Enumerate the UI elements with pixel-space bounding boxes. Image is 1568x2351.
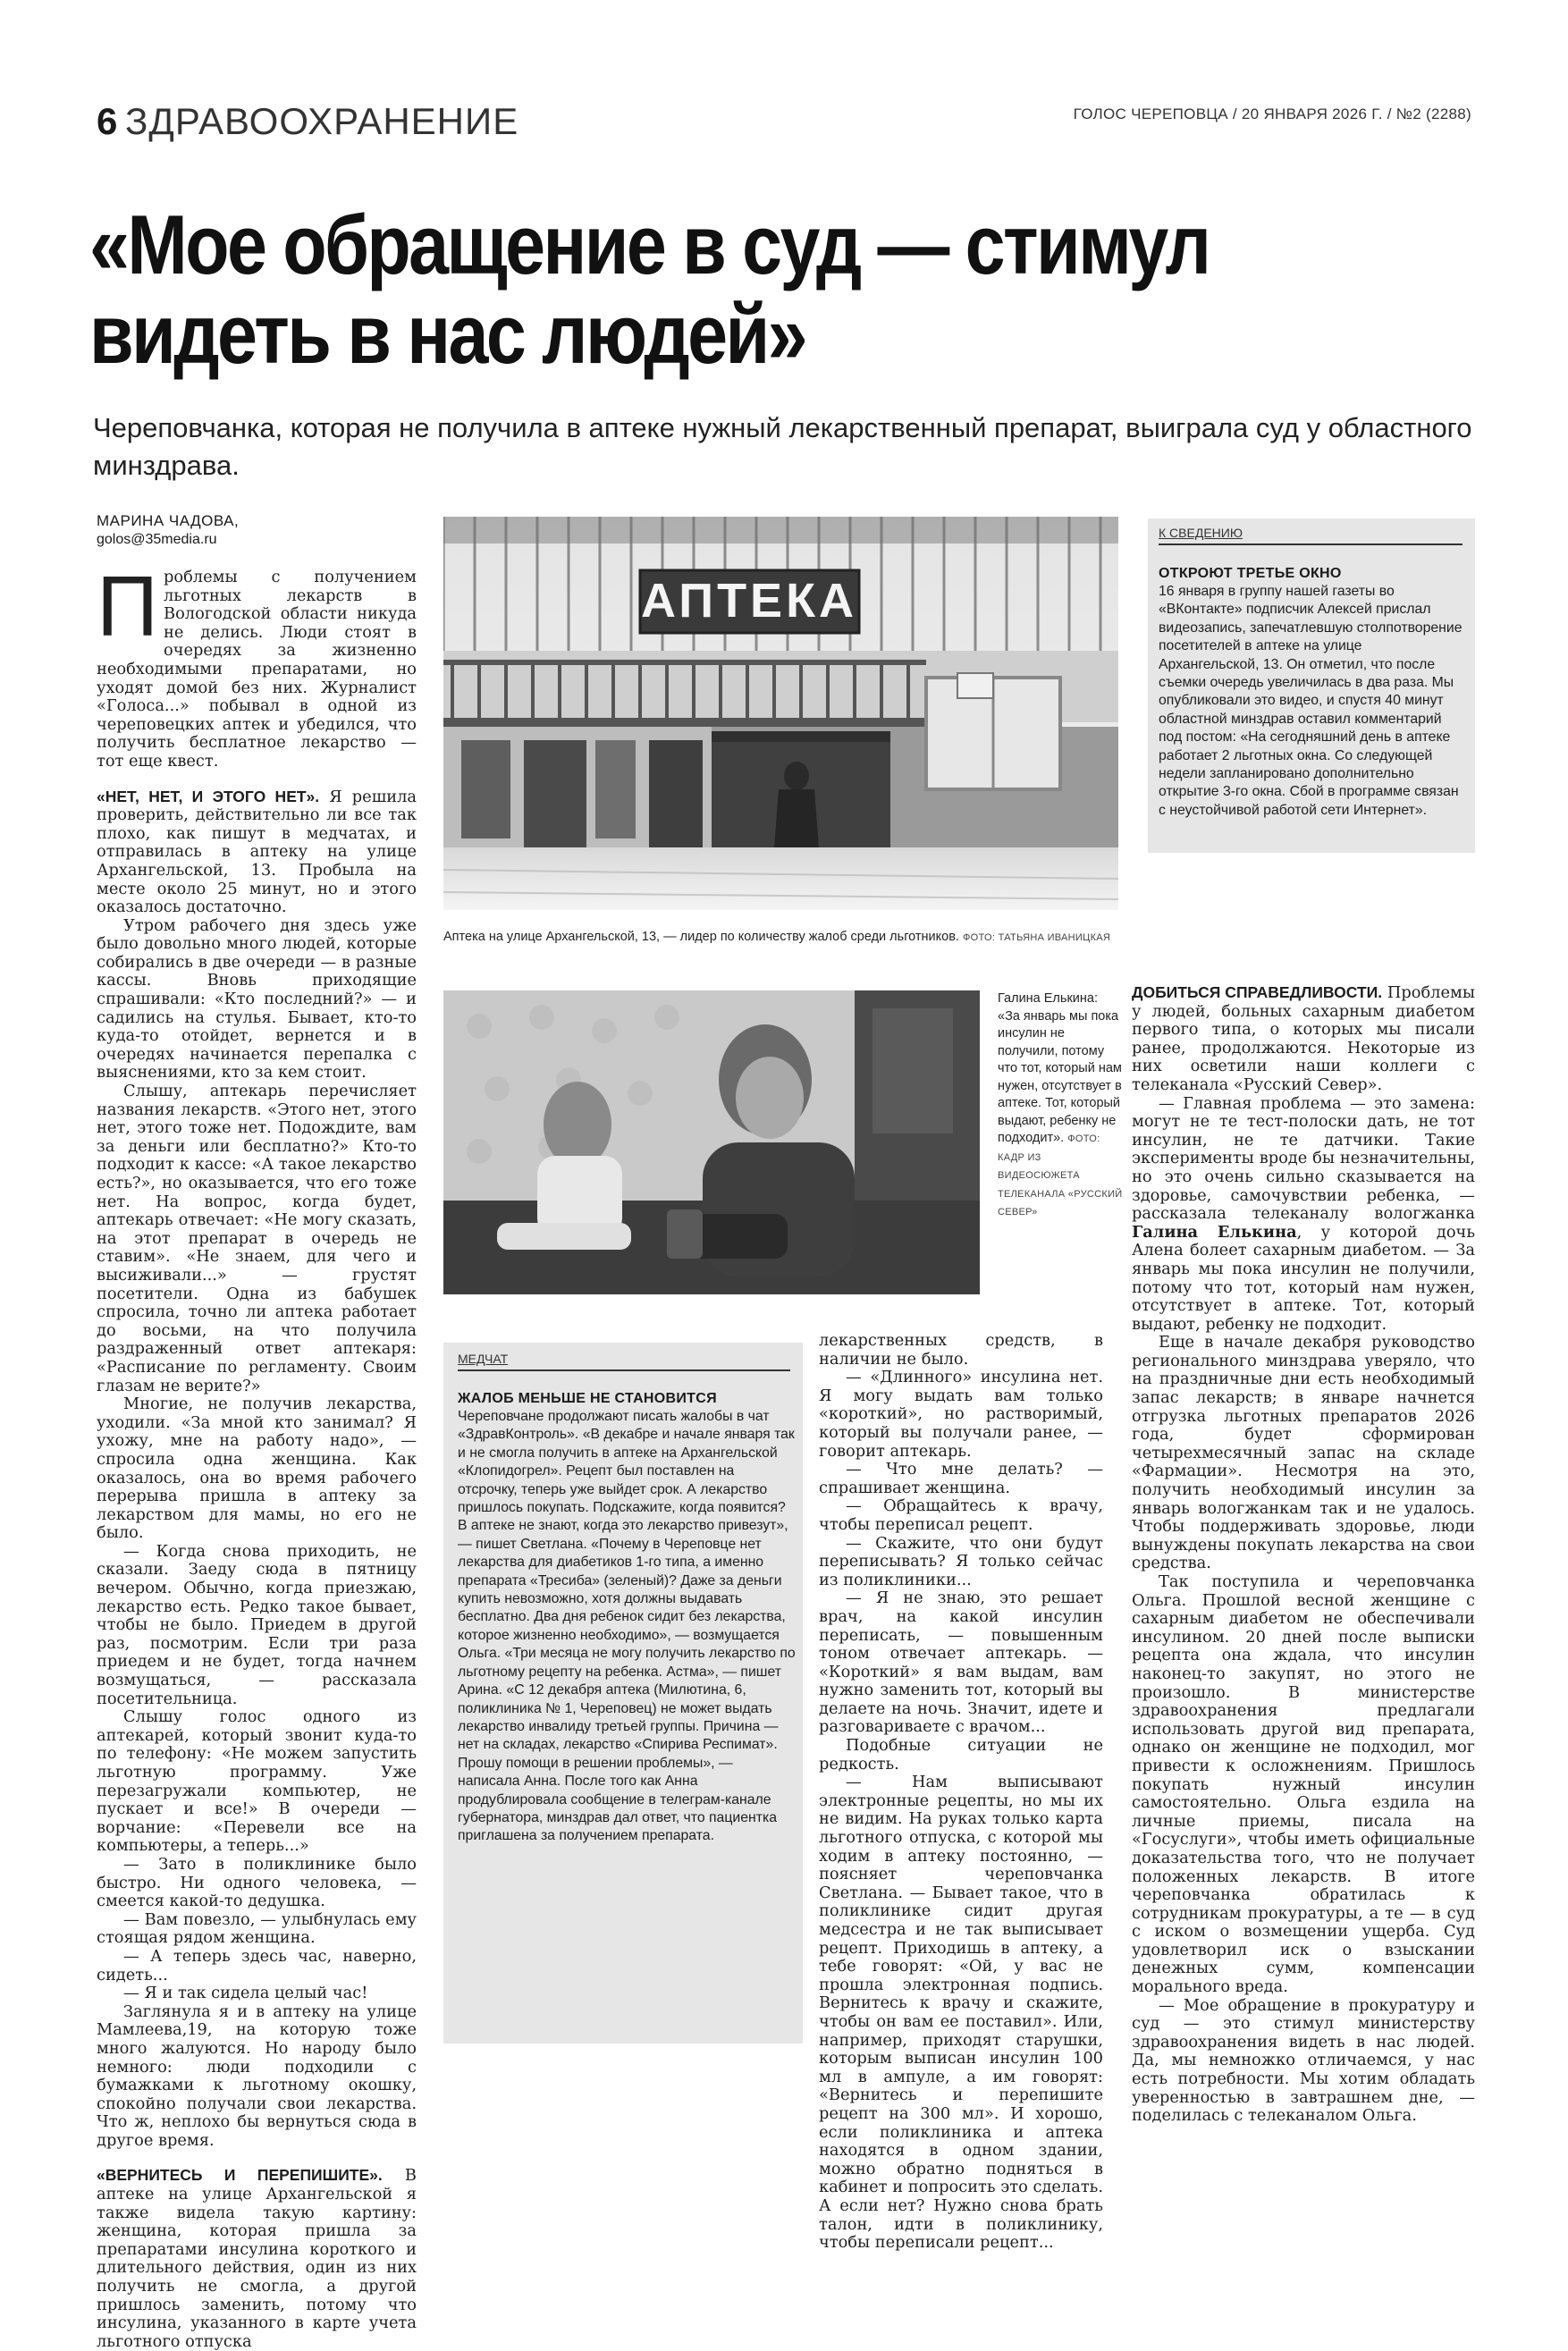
paragraph: Слышу, аптекарь перечисляет названия лекарств. «Этого нет, этого нет, этого тоже нет. Подождите, вам за деньги или бесплатно?» Кто-то подходит к кассе: «А такое лекарство есть?», но оказывается, что его тоже нет. На вопрос, когда будет, аптекарь отвечает: «Не могу сказать, на этот препарат в очередь не ставим». «Не знаем, для чего и высиживали...» — грустят посетители. Одна из бабушек спросила, точно ли аптека работает до восьми, на что получила раздраженный ответ аптекаря: «Расписание по регламенту. Своим глазам не верите?» — [97, 1082, 417, 1395]
subheading-1: «НЕТ, НЕТ, И ЭТОГО НЕТ». — [97, 787, 320, 805]
paragraph: — Я и так сидела целый час! — [123, 1984, 368, 2003]
paragraph — [1132, 1095, 1475, 1335]
paragraph: Утром рабочего дня здесь уже было довольно много людей, которые собирались в две очереди — в разные кассы. Вновь приходящие спрашивали: «Кто последний?» — и садились на стулья. Бывает, кто-то куда-то отойдет, вернется и в очередях начинается перепалка с выяснениями, кто за кем стоит. — [97, 915, 417, 1083]
paragraph: — Обращайтесь к врачу, чтобы переписал рецепт. — [819, 1496, 1103, 1534]
paragraph-text: — Главная проблема — это замена: могут не те тест-полоски дать, не тот инсулин, не те датчики. Такие эксперименты вроде бы незначительны, но это очень сильно сказывается на здоровье, самочувствии ребенка, — рассказала телеканалу вологжанка — [1132, 1093, 1475, 1224]
intro-text: роблемы с получением льготных лекарств в Вологодской области никуда не делись. Люди стоят в очередях за жизненно необходимыми препаратами, но уходят домой без них. Журналист «Голоса...» побывал в одной из череповецких аптек и убедился, что получить бесплатное лекарство — тот еще квест. — [97, 568, 417, 771]
headline-line-1: «Мое обращение в суд — стимул — [89, 198, 1210, 291]
paragraph-text: В аптеке на улице Архангельской я также видела такую картину: женщина, которая пришла за препаратами инсулина короткого и длительного действия, один из них получить не смогла, а другой пришлось заменить, потому что инсулина, указанного в карте учета льготного отпуска — [97, 2166, 417, 2351]
section-title: ЗДРАВООХРАНЕНИЕ — [125, 100, 519, 142]
family-scene-illustration — [443, 990, 980, 1294]
pharmacy-photo — [443, 517, 1118, 910]
info-box-rule — [1159, 544, 1463, 545]
paragraph: Заглянула я и в аптеку на улице Мамлеева,19, на которую тоже много жалуются. Но народу было немного: люди подходили с бумажками к льготному окошку, спокойно получали свои лекарства. Что ж, неплохо бы вернуться сюда в другое время. — [97, 2001, 417, 2150]
pharmacy-sign-text: АПТЕКА — [640, 574, 858, 628]
drop-cap: П — [97, 559, 158, 654]
photo-credit: ФОТО: КАДР ИЗ ВИДЕОСЮЖЕТА ТЕЛЕКАНАЛА «РУССКИЙ СЕВЕР» — [998, 1133, 1123, 1218]
paragraph: Так поступила и череповчанка Ольга. Прошлой весной женщине с сахарным диабетом не обеспечивали инсулином. 20 дней после выписки рецепта она ждала, что инсулин наконец-то закупят, но этого не произошло. В министерстве здравоохранения предлагали использовать другой вид препарата, однако он женщине не подходил, мог привести к осложнениям. Пришлось покупать нужный инсулин самостоятельно. Ольга ездила на личные приемы, писала на «Госуслуги», чтобы иметь официальные доказательства того, что не получает положенных лекарств. В итоге череповчанка обратилась к сотрудникам прокуратуры, а те — в суд с иском о возмещении ущерба. Суд удовлетворил иск о взыскании денежных сумм, компенсации морального вреда. — [1132, 1572, 1475, 1997]
paragraph: — Нам выписывают электронные рецепты, но мы их не видим. На руках только карта льготного отпуска, с которой мы ходим в аптеку постоянно, — поясняет череповчанка Светлана. — Бывает такое, что в поликлинике сидит другая медсестра и не так выписывает рецепт. Приходишь в аптеку, а тебе говорят: «Ой, у вас не прошла электронная подпись. Вернитесь к врачу и скажите, чтобы он вам ее поставил». Или, например, приходят старушки, которым выписан инсулин 100 мл в ампуле, а им говорят: «Вернитесь и перепишите рецепт на 300 мл». И хорошо, если поликлиника и аптека находятся в одном здании, можно обратно подняться в кабинет и попросить это сделать. А если нет? Нужно снова брать талон, идти в поликлинику, чтобы переписали рецепт... — [819, 1773, 1103, 2253]
pharmacy-building-illustration — [443, 517, 1118, 910]
medchat-box-rule — [458, 1369, 790, 1371]
paragraph: лекарственных средств, в наличии не было. — [819, 1331, 1103, 1369]
subheading-2: «ВЕРНИТЕСЬ И ПЕРЕПИШИТЕ». — [97, 2166, 383, 2185]
paragraph: — Зато в поликлинике было быстро. Ни одного человека, — смеется какой-то дедушка. — [97, 1854, 417, 1911]
paragraph-text: Я решила проверить, действительно ли все так плохо, как пишут в медчатах, и отправилась в аптеку на улице Архангельской, 13. Пробыла на месте около 25 минут, но и этого оказалось достаточно. — [97, 787, 417, 917]
paragraph: — Когда снова приходить, не сказали. Заеду сюда в пятницу вечером. Обычно, когда приезжаю, лекарство есть. Редко такое бывает, чтобы не было. Приедем в другой раз, посмотрим. Если три раза приедем и не будет, тогда начнем возмущаться, — рассказала посетительница. — [97, 1541, 417, 1708]
paragraph: — Скажите, что они будут переписывать? Я только сейчас из поликлиники... — [819, 1533, 1103, 1589]
paragraph: — А теперь здесь час, наверно, сидеть... — [97, 1946, 417, 1984]
intro-paragraph — [97, 559, 417, 771]
article-column-2 — [819, 1332, 1103, 2253]
author-name: МАРИНА ЧАДОВА, — [97, 512, 240, 529]
subheading-3: ДОБИТЬСЯ СПРАВЕДЛИВОСТИ. — [1132, 983, 1383, 1001]
paragraph: Подобные ситуации не редкость. — [819, 1736, 1103, 1774]
paragraph — [97, 2166, 417, 2351]
paragraph — [97, 788, 417, 917]
photo-credit: ФОТО: ТАТЬЯНА ИВАНИЦКАЯ — [963, 932, 1111, 943]
caption-text: Аптека на улице Архангельской, 13, — лидер по количеству жалоб среди льготников. — [443, 930, 959, 944]
medchat-box-rubric: МЕДЧАТ — [458, 1352, 509, 1366]
medchat-box-text: Череповчане продолжают писать жалобы в чат «ЗдравКонтроль». «В декабре и начале января так и не смогла получить в аптеке на Архангельской «Клопидогрел». Рецепт был поставлен на отсрочку, теперь уже выйдет срок. А лекарство пришлось покупать. Подскажите, когда появится? В аптеке не знают, когда это лекарство привезут», — пишет Светлана. «Почему в Череповце нет лекарства для диабетиков 1-го типа, а именно препарата «Тресиба» (зеленый)? Даже за деньги купить невозможно, хотя должны выдавать бесплатно. Два дня ребенок сидит без лекарства, которое жизненно необходимо», — возмущается Ольга. «Три месяца не могу получить лекарство по льготному рецепту на ребенка. Астма», — пишет Арина. «С 12 декабря аптека (Милютина, 6, поликлиника № 1, Череповец) не может выдать лекарство инвалиду третьей группы. Причина — нет на складах, лекарство «Спирива Респимат». Прошу помощи в решении проблемы», — написала Анна. После того как Анна продублировала сообщение в телеграм-канале губернатора, минздрав дал ответ, что пациентка приглашена за получением препарата. — [458, 1409, 796, 1844]
pharmacy-photo-caption — [443, 930, 1141, 944]
person-name: Галина Елькина — [1132, 1222, 1297, 1242]
headline — [89, 200, 1289, 379]
info-box-text: 16 января в группу нашей газеты во «ВКонтакте» подписчик Алексей прислал видеозапись, запечатлевшую столпотворение посетителей в аптеке на улице Архангельской, 13. Он отметил, что после съемки очередь увеличилась в два раза. Мы опубликовали это видео, и спустя 40 минут областной минздрав оставил комментарий под постом: «На сегодняшний день в аптеке работает 2 льготных окна. Со следующей недели запланировано дополнительно открытие 3-го окна. Сбой в программе связан с неустойчивой работой сети Интернет». — [1159, 584, 1463, 818]
paragraph: — «Длинного» инсулина нет. Я могу выдать вам только «короткий», но растворимый, который вы получали ранее, — говорит аптекарь. — [819, 1368, 1103, 1461]
info-box-rubric: К СВЕДЕНИЮ — [1159, 526, 1243, 540]
paragraph-text: , у которой дочь Алена болеет сахарным диабетом. — За январь мы пока инсулин не получили, потому что тот, который нам нужен, отсутствует в аптеке. Тот, который выдают, ребенку не подходит. — [1132, 1222, 1475, 1334]
paragraph: — Я не знаю, это решает врач, на какой инсулин переписать, — повышенным тоном отвечает аптекарь. — «Короткий» я вам выдам, вам нужно заменить тот, который вы делаете на ночь. Значит, идете и разговариваете с врачом... — [819, 1588, 1103, 1737]
paragraph: Слышу голос одного из аптекарей, который звонит куда-то по телефону: «Не можем запустить льготную программу. Уже перезагружали компьютер, не пускает и все!» В очереди — ворчание: «Перевели все на компьютеры, а теперь...» — [97, 1707, 417, 1856]
paragraph — [1132, 983, 1475, 1095]
medchat-box-title: ЖАЛОБ МЕНЬШЕ НЕ СТАНОВИТСЯ — [458, 1391, 717, 1406]
headline-line-2: видеть в нас людей» — [89, 287, 805, 381]
info-box-title: ОТКРОЮТ ТРЕТЬЕ ОКНО — [1159, 566, 1342, 581]
paragraph: Многие, не получив лекарства, уходили. «За мной кто занимал? Я ухожу, мне на работу надо», — спросила одна женщина. Как оказалось, она во время рабочего перерыва пришла в аптеку за лекарством для мамы, но его не было. — [97, 1395, 417, 1543]
masthead: ГОЛОС ЧЕРЕПОВЦА / 20 ЯНВАРЯ 2026 Г. / №2 (2288) — [1073, 105, 1471, 122]
family-photo — [443, 990, 980, 1294]
paragraph: Еще в начале декабря руководство регионального минздрава уверяло, что на праздничные дни есть необходимый запас лекарств; в январе начнется отгрузка льготных препаратов 2026 года, будет сформирован четырехмесячный запас на складе «Фармации». Несмотря на это, получить необходимый инсулин за январь вологжанкам так и не удалось. Чтобы поддерживать здоровье, люди вынуждены покупать лекарства на свои средства. — [1132, 1333, 1475, 1573]
paragraph: — Вам повезло, — улыбнулась ему стоящая рядом женщина. — [97, 1909, 417, 1948]
paragraph-text: Проблемы у людей, больных сахарным диабетом первого типа, о которых мы писали ранее, продолжаются. Некоторые из них осветили наши коллеги с телеканала «Русский Север». — [1132, 983, 1475, 1094]
author-email[interactable]: golos@35media.ru — [97, 532, 217, 547]
article-column-3 — [1132, 983, 1475, 2126]
lead-paragraph: Череповчанка, которая не получила в аптеке нужный лекарственный препарат, выиграла суд у областного минздрава. — [93, 412, 1472, 481]
caption-text: Галина Елькина: «За январь мы пока инсулин не получили, потому что тот, который нам нужен, отсутствует в аптеке. Тот, который выдают, ребенку не подходит». — [998, 991, 1122, 1145]
family-photo-caption — [998, 990, 1123, 1222]
article-column-1 — [97, 559, 417, 2351]
paragraph: — Что мне делать? — спрашивает женщина. — [819, 1460, 1103, 1497]
page-number: 6 — [97, 100, 118, 142]
paragraph: — Мое обращение в прокуратуру и суд — это стимул министерству здравоохранения видеть в нас людей. Да, мы немножко отличаемся, у нас есть потребности. Мы хотим обладать уверенностью в завтрашнем дне, — поделилась с телеканалом Ольга. — [1132, 1995, 1475, 2126]
